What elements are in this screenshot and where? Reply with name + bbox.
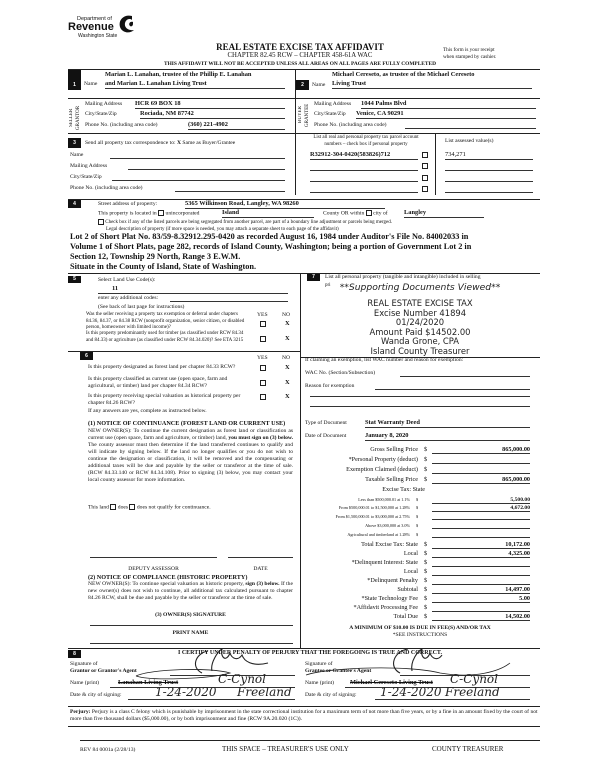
tier3-row	[300, 514, 540, 523]
county-treasurer-label: COUNTY TREASURER	[432, 745, 504, 753]
parcel-number-3[interactable]	[310, 174, 418, 182]
grantor-label: GRANTOR	[76, 105, 81, 131]
see-back-note: (See back of last page for instructions)	[98, 304, 185, 310]
stamp-treasurer: Island County Treasurer	[370, 345, 470, 356]
agricultural-value[interactable]	[432, 532, 530, 538]
stamp-date: 01/24/2020	[395, 317, 445, 327]
buyer-city-label: City/State/Zip	[314, 111, 346, 117]
delinquent-interest-state-row	[300, 559, 540, 568]
taxable-selling-price-value[interactable]: 865,000.00	[432, 476, 530, 484]
assessed-value-2[interactable]	[445, 163, 533, 171]
grantor-agent-label: Grantor or Grantor's Agent	[70, 668, 137, 674]
does-qualify-checkbox[interactable]	[110, 504, 116, 510]
state-technology-fee-label: *State Technology Fee	[361, 595, 418, 602]
seller-side-label	[68, 98, 82, 138]
does-label: does	[117, 504, 129, 511]
corr-name-field[interactable]	[110, 153, 285, 159]
exemption-claim-label: If claiming an exemption, list WAC number and reason for exemption:	[305, 357, 464, 363]
historic-yes-checkbox[interactable]	[260, 394, 266, 400]
county-or-within-label: County OR within	[323, 210, 365, 217]
segregated-checkbox[interactable]	[98, 219, 104, 225]
grantor-date-handwritten: 1-24-2020	[155, 685, 217, 699]
additional-codes-field[interactable]	[170, 295, 288, 302]
legal-line-1: Lot 2 of Short Plat No. 83/59-8.32912.295-0420 as recorded August 16, 1984 under Auditor's File No. 84002033 in	[70, 232, 469, 241]
legal-line-4: Situate in the County of Island, State of Washington.	[70, 262, 257, 271]
tier3-value[interactable]	[432, 514, 530, 520]
wac-field[interactable]	[400, 370, 530, 377]
wac-label: WAC No. (Section/Subsection)	[305, 370, 376, 376]
section-6-badge: 6	[80, 352, 93, 360]
total-excise-state-row	[300, 541, 540, 550]
stamp-reet-title: REAL ESTATE EXCISE TAX	[367, 298, 473, 308]
same-as-buyer-text: Same as Buyer/Grantee	[182, 140, 236, 146]
exemption-no-answer[interactable]: X	[285, 320, 290, 327]
unincorporated-checkbox[interactable]	[158, 210, 164, 216]
county-within-row	[323, 210, 388, 217]
notice1-text-a: NEW OWNER(S): To continue the current designation as forest land or classification as current use (open space, farm and agriculture, or timber) land,	[88, 428, 293, 441]
seller-name-label: Name	[84, 81, 98, 87]
notice2-text-b: If the new owner(s) does not wish to continue, all additional tax calculated pursuant to chapter 84.26 RCW, shall be due and payable by the seller or transferor at the time of sale.	[88, 581, 293, 601]
stamp-amount-paid: Amount Paid $14502.00	[369, 326, 471, 337]
taxable-selling-price-label: Taxable Selling Price	[365, 476, 418, 483]
tier1-label: Less than $500,000.01 at 1.1%	[358, 497, 410, 502]
gross-selling-price-value[interactable]: 865,000.00	[432, 446, 530, 454]
doc-type-label: Type of Document	[305, 420, 347, 426]
county-field[interactable]: Island	[222, 209, 314, 218]
notice-compliance-body	[88, 581, 293, 602]
delinquent-interest-local-row	[300, 568, 540, 577]
corr-phone-field[interactable]	[175, 186, 285, 192]
assessed-value-header: List assessed value(s)	[445, 138, 494, 144]
tax-calculation	[300, 446, 540, 620]
total-excise-state-label: Total Excise Tax: State	[361, 541, 418, 548]
form-subtitle: CHAPTER 82.45 RCW – CHAPTER 458-61A WAC	[227, 52, 373, 59]
current-use-question: Is this property classified as current use (open space, farm and agricultural, or timber) land per chapter 84.34 RCW?	[88, 376, 228, 389]
delinquent-penalty-value[interactable]	[432, 577, 530, 585]
currency-sign: $	[424, 613, 428, 620]
seller-mailing-label: Mailing Address	[85, 101, 123, 107]
logo-washington-state: Washington State	[78, 33, 118, 39]
agricultural-row	[300, 532, 540, 541]
reason-exemption-line-2[interactable]	[310, 395, 530, 397]
grantor-name-label: Name (print)	[70, 680, 100, 686]
notice-continuance-body	[88, 428, 293, 484]
same-as-buyer-check[interactable]: X	[176, 140, 182, 146]
currency-sign: $	[424, 466, 428, 473]
logo-revenue: Revenue	[68, 21, 114, 33]
currency-sign: $	[416, 505, 419, 510]
yes-header-6: YES	[257, 355, 268, 361]
supporting-docs-viewed: **Supporting Documents Viewed**	[339, 282, 501, 293]
completion-warning: THIS AFFIDAVIT WILL NOT BE ACCEPTED UNLESS ALL AREAS ON ALL PAGES ARE FULLY COMPLETED	[163, 61, 436, 67]
land-use-label: Select Land Use Code(s):	[98, 277, 156, 283]
forest-no-answer[interactable]: X	[285, 364, 290, 371]
owner-signature-label: (3) OWNER(S) SIGNATURE	[155, 612, 226, 618]
corr-mailing-label: Mailing Address	[70, 163, 108, 169]
assessed-value-4[interactable]	[445, 185, 533, 193]
continuance-row	[88, 504, 211, 511]
exemption-claimed-row	[300, 466, 540, 475]
grantor-city-handwritten: Freeland	[237, 685, 292, 699]
reason-exemption-line-3[interactable]	[310, 405, 530, 407]
currency-sign: $	[416, 497, 419, 502]
city-of-label: city of	[373, 210, 388, 217]
grantee-city-handwritten: Freeland	[445, 685, 500, 699]
total-due-label: Total Due	[393, 613, 418, 620]
doc-date-label: Date of Document	[305, 433, 347, 439]
located-label: This property is located in	[98, 210, 157, 217]
revenue-swirl-icon	[118, 14, 136, 34]
section-2-badge: 2	[296, 80, 309, 90]
parcel-header	[300, 135, 432, 148]
grantor-name-printed: Lanahan Living Trust	[118, 679, 179, 686]
notice1-bold: you must sign on (3) below.	[228, 435, 293, 441]
notice2-text-a: NEW OWNER(S): To continue special valuation as historic property,	[88, 581, 244, 587]
buyer-name-line2[interactable]: Living Trust	[332, 80, 532, 89]
form-title: REAL ESTATE EXCISE TAX AFFIDAVIT	[216, 42, 384, 52]
stamp-signer: Wanda Grone, CPA	[380, 336, 460, 346]
exemption-claimed-label: Exemption Claimed (deduct)	[346, 466, 418, 473]
tier4-label: Above $3,000,000 at 3.0%	[365, 523, 410, 528]
section-1-2-bottom	[68, 133, 540, 134]
buyer-phone-field[interactable]	[405, 121, 536, 129]
corr-mailing-field[interactable]	[128, 164, 285, 170]
buyer-phone-label: Phone No. (including area code)	[314, 122, 387, 128]
tax-correspondence-label	[85, 140, 235, 147]
reason-exemption-label: Reason for exemption	[305, 383, 355, 389]
perjury-statement	[70, 709, 538, 723]
no-header-6: NO	[282, 355, 291, 361]
personal-property-deduct-label: *Personal Property (deduct)	[348, 456, 418, 463]
delinquent-interest-local-label: Local	[403, 568, 418, 575]
currency-sign: $	[416, 532, 419, 537]
treasurer-use-only: THIS SPACE – TREASURER'S USE ONLY	[222, 745, 349, 753]
if-yes-note: If any answers are yes, complete as instructed below.	[88, 408, 207, 414]
notice1-text-b: The county assessor must then determine if the land transferred continues to qualify and will indicate by signing below. If the land no longer qualifies or you do not wish to continue the designation or classification, it will be removed and the compensating or additional taxes will be due and payable by the seller or transferor at the time of sale. (RCW 84.33.140 or RCW 84.34.108). Prior to signing (3) below, you may contact your local county assessor for more information.	[88, 442, 293, 483]
form-id: REV 84 0001a (2/28/13)	[80, 747, 136, 753]
corr-city-label: City/State/Zip	[70, 174, 102, 180]
currency-sign: $	[424, 476, 428, 483]
dor-logo	[68, 14, 138, 42]
segregated-row	[98, 219, 392, 227]
certify-statement: I CERTIFY UNDER PENALTY OF PERJURY THAT THE FOREGOING IS TRUE AND CORRECT.	[177, 650, 442, 656]
total-excise-local-value[interactable]: 4,325.00	[432, 550, 530, 558]
personal-property-deduct-row	[300, 456, 540, 465]
perjury-top	[68, 706, 540, 707]
total-excise-local-label: Local	[403, 550, 418, 557]
assessed-value-3[interactable]	[445, 174, 533, 182]
tier2-row	[300, 505, 540, 514]
total-due-value[interactable]: 14,502.00	[432, 613, 530, 621]
section-1-badge: 1	[68, 70, 81, 90]
tier1-value[interactable]: 5,500.00	[432, 497, 530, 504]
buyer-mailing-label: Mailing Address	[314, 101, 352, 107]
affidavit-processing-fee-value[interactable]	[432, 604, 530, 612]
currency-sign: $	[424, 541, 428, 548]
timber-no-answer[interactable]: X	[285, 335, 290, 342]
total-excise-state-value[interactable]: 10,172.00	[432, 541, 530, 549]
taxable-selling-price-row	[300, 476, 540, 485]
grantor-date-label: Date & city of signing:	[70, 692, 122, 698]
segregated-note: Check box if any of the listed parcels are being segregated from another parcel, are part of a boundary line adjustment or parcels being merged.	[105, 220, 392, 226]
seller-label: SELLER	[69, 108, 74, 128]
tier4-value[interactable]	[432, 523, 530, 529]
city-of-checkbox[interactable]	[366, 210, 372, 216]
affidavit-processing-fee-label: *Affidavit Processing Fee	[353, 604, 418, 611]
assessed-value-1[interactable]: 734,271	[445, 151, 533, 160]
notice2-bold: sign (3) below.	[245, 581, 280, 587]
grantor-signature-scribble[interactable]	[130, 643, 295, 683]
timber-yes-checkbox[interactable]	[260, 336, 266, 342]
buyer-mailing-field[interactable]: 1044 Palms Blvd	[361, 100, 536, 109]
currency-sign: $	[424, 568, 428, 575]
street-address-field[interactable]: 5365 Wilkinson Road, Langley, WA 98260	[185, 200, 385, 209]
assessor-date-label: DATE	[253, 566, 268, 572]
buyer-side-label	[297, 98, 311, 132]
section-5-badge: 5	[68, 276, 81, 283]
corr-name-label: Name	[70, 152, 84, 158]
gross-selling-price-label: Gross Selling Price	[370, 446, 418, 453]
land-use-code-field[interactable]: 11	[98, 285, 288, 294]
reason-exemption-field[interactable]	[375, 383, 530, 390]
located-row	[98, 210, 199, 217]
minimum-due-note: A MINIMUM OF $10.00 IS DUE IN FEE(S) AND/OR TAX	[349, 625, 491, 631]
city-field[interactable]: Langley	[404, 209, 484, 218]
currency-sign: $	[424, 550, 428, 557]
delinquent-penalty-label: *Delinquent Penalty	[367, 577, 418, 584]
tier4-row	[300, 523, 540, 532]
section-7-badge: 7	[307, 274, 320, 281]
total-excise-local-row	[300, 550, 540, 559]
timber-question: Is this property predominantly used for timber (as classified under RCW 84.34 and 84.33) or agriculture (as classified under RCW 84.34.020)? See ETA 3215	[86, 331, 244, 343]
delinquent-penalty-row	[300, 577, 540, 586]
unincorporated-label: unincorporated	[165, 210, 200, 217]
stamp-excise-number: Excise Number 41894	[373, 307, 467, 318]
parcel-number-4[interactable]	[310, 185, 418, 193]
grantor-signature-label: Signature of	[70, 661, 98, 667]
perjury-text: Perjury is a class C felony which is punishable by imprisonment in the state correctional institution for a maximum term of not more than five years, or by a fine in an amount fixed by the court of not more than five thousand dollars ($5,000.00), or by both imprisonment and fine (RCW 9A.20.020 (1C)).	[70, 709, 538, 722]
tier2-value[interactable]: 4,672.00	[432, 505, 530, 512]
personal-property-checkbox-2[interactable]	[422, 163, 428, 169]
currency-sign: $	[424, 446, 428, 453]
logo-department-of: Department of	[77, 16, 112, 22]
treasurer-space-top	[80, 740, 540, 741]
section-5-bottom	[68, 351, 300, 352]
state-technology-fee-row	[300, 595, 540, 604]
exemption-question: Was the seller receiving a property tax exemption or deferral under chapters 84.36, 84.37, or 84.38 RCW (nonprofit organization, senior citizen, or disabled person, homeowner with limited income)?	[86, 312, 245, 330]
legal-description-label: Legal description of property (if more space is needed, you may attach a separate sheet to each page of the affidavit)	[106, 227, 339, 232]
grantee-date-label: Date & city of signing:	[305, 692, 357, 698]
seller-city-label: City/State/Zip	[85, 111, 117, 117]
owner-signature-line[interactable]	[90, 622, 293, 626]
subtotal-row	[300, 586, 540, 595]
currency-sign: $	[424, 586, 428, 593]
legal-line-2: Volume 1 of Short Plats, page 282, records of Island County, Washington; being a portion of Government Lot 2 in	[70, 242, 472, 251]
grantee-agent-label: Grantee or Grantee's Agent	[305, 668, 372, 674]
corr-phone-label: Phone No. (including area code)	[70, 185, 143, 191]
section-8-badge: 8	[68, 650, 81, 658]
current-use-yes-checkbox[interactable]	[260, 380, 266, 386]
seller-name-line2[interactable]: and Marian L. Lanahan Living Trust	[105, 80, 285, 89]
buyer-city-field[interactable]: Venice, CA 90291	[356, 110, 536, 119]
corr-city-field[interactable]	[112, 175, 285, 181]
personal-property-checkbox-3[interactable]	[422, 175, 428, 181]
buyer-name-line1[interactable]: Michael Cereseto, as trustee of the Michael Cereseto	[332, 71, 475, 78]
seller-phone-label: Phone No. (including area code)	[85, 122, 158, 128]
delinquent-interest-local-value[interactable]	[432, 568, 530, 576]
seller-phone-field[interactable]: (360) 221-4902	[188, 121, 285, 130]
currency-sign: $	[424, 577, 428, 584]
parcel-header-line2: numbers – check box if personal property	[324, 141, 408, 147]
doc-date-field[interactable]: January 8, 2020	[365, 432, 530, 441]
correspondence-text: Send all property tax correspondence to:	[85, 140, 176, 146]
grantee-name-printed: Michael Cereseto Living Trust	[350, 679, 433, 686]
print-name-label: PRINT NAME	[172, 630, 209, 636]
receipt-note-2: when stamped by cashier.	[443, 54, 497, 60]
current-use-no-answer[interactable]: X	[285, 379, 290, 386]
treasurer-stamp	[300, 279, 540, 356]
agricultural-label: Agricultural and timberland at 1.28%	[347, 532, 410, 537]
grantee-label: GRANTEE	[305, 103, 310, 127]
notice-continuance-title: (1) NOTICE OF CONTINUANCE (FOREST LAND OR CURRENT USE)	[88, 420, 286, 427]
exemption-yes-checkbox[interactable]	[260, 321, 266, 327]
does-not-label: does not qualify for continuance.	[136, 504, 211, 511]
section-4-badge: 4	[68, 200, 81, 208]
currency-sign: $	[416, 514, 419, 519]
personal-property-checkbox-4[interactable]	[422, 186, 428, 192]
perjury-bottom	[68, 726, 540, 727]
deputy-assessor-label: DEPUTY ASSESSOR	[128, 566, 179, 572]
grantee-date-handwritten: 1-24-2020	[380, 685, 442, 699]
tier2-label: From $500,000.01 to $1,500,000 at 1.28%	[338, 505, 410, 510]
currency-sign: $	[424, 595, 428, 602]
deputy-assessor-line[interactable]	[90, 557, 217, 558]
personal-property-checkbox-1[interactable]	[422, 152, 428, 158]
state-technology-fee-value[interactable]: 5.00	[432, 595, 530, 603]
seller-name-line1[interactable]: Marian L. Lanahan, trustee of the Phillip E. Lanahan	[105, 71, 252, 78]
delinquent-interest-state-label: *Delinquent Interest: State	[351, 559, 418, 566]
doc-type-field[interactable]: Stat Warranty Deed	[365, 419, 530, 428]
receipt-note-1: This form is your receipt	[443, 47, 495, 53]
see-instructions-note: *SEE INSTRUCTIONS	[392, 632, 448, 638]
grantee-name-handwritten: C-Cynol	[450, 672, 498, 686]
delinquent-interest-state-value[interactable]	[432, 559, 530, 567]
excise-tax-state-label: Excise Tax: State	[382, 486, 425, 493]
grantee-signature-label: Signature of	[305, 661, 333, 667]
excise-tax-state-heading	[300, 486, 540, 495]
forest-land-question: Is this property designated as forest land per chapter 84.33 RCW?	[88, 364, 236, 370]
grantee-name-label: Name (print)	[305, 680, 335, 686]
perjury-bold-label: Perjury:	[70, 709, 91, 715]
currency-sign: $	[424, 604, 428, 611]
tier3-label: From $1,500,000.01 to $3,000,000 at 2.75%	[335, 514, 410, 519]
section-3-badge: 3	[68, 138, 81, 148]
historic-no-answer[interactable]: X	[285, 393, 290, 400]
currency-sign: $	[424, 456, 428, 463]
historic-question: Is this property receiving special valuation as historical property per chapter 84.26 RCW?	[88, 393, 241, 406]
parcel-header-line1: List all real and personal property tax parcel account	[313, 135, 419, 140]
this-land-label: This land	[88, 504, 109, 511]
assessor-date-line[interactable]	[228, 557, 293, 558]
currency-sign: $	[424, 559, 428, 566]
does-not-qualify-checkbox[interactable]	[129, 504, 135, 510]
personal-property-label-cont: pri	[325, 283, 331, 288]
parcel-number-2[interactable]	[310, 163, 418, 171]
gross-selling-price-row	[300, 446, 540, 455]
street-address-label: Street address of property:	[98, 201, 158, 207]
yes-header-5: YES	[257, 312, 268, 318]
notice-compliance-title: (2) NOTICE OF COMPLIANCE (HISTORIC PROPERTY)	[88, 574, 248, 581]
seller-city-field[interactable]: Rociada, NM 87742	[140, 110, 285, 119]
personal-property-deduct-value[interactable]	[432, 456, 530, 464]
total-due-row	[300, 613, 540, 622]
legal-description[interactable]	[70, 232, 540, 272]
subtotal-label: Subtotal	[397, 586, 418, 593]
parcel-value-divider	[435, 133, 436, 195]
no-header-5: NO	[282, 312, 291, 318]
forest-yes-checkbox[interactable]	[260, 365, 266, 371]
parcel-number-1[interactable]: R32912-304-0420(583826)712	[310, 151, 418, 160]
affidavit-processing-fee-row	[300, 604, 540, 613]
frame-top	[68, 69, 540, 70]
buyer-name-label: Name	[312, 82, 326, 88]
legal-line-3: Section 12, Township 29 North, Range 3 E.W.M.	[70, 252, 241, 261]
additional-codes-label: enter any additional codes:	[98, 295, 159, 301]
buyer-label: BUYER	[298, 106, 303, 124]
seller-mailing-field[interactable]: HCR 69 BOX 18	[135, 100, 285, 109]
exemption-claimed-value[interactable]	[432, 466, 530, 474]
subtotal-value[interactable]: 14,497.00	[432, 586, 530, 594]
grantor-name-handwritten: C-Cynol	[218, 672, 266, 686]
personal-property-label: List all personal property (tangible and intangible) included in selling	[325, 274, 481, 280]
currency-sign: $	[416, 523, 419, 528]
